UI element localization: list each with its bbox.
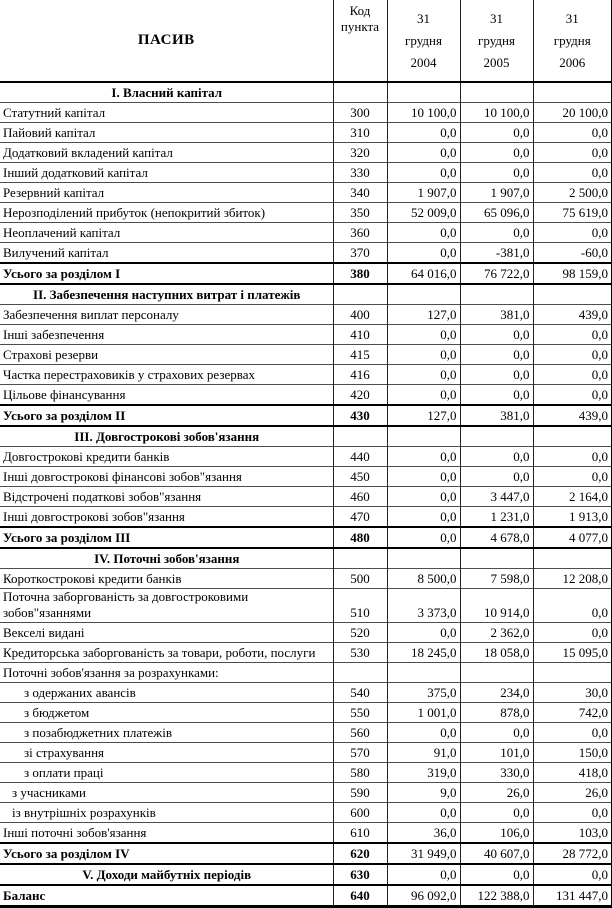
value-2006: 20 100,0 [533, 103, 612, 123]
value-2004: 319,0 [387, 763, 460, 783]
value-2005: 381,0 [460, 305, 533, 325]
row-code [333, 663, 387, 683]
table-row [0, 163, 612, 183]
row-label: Інші поточні зобов'язання [0, 823, 333, 844]
value-2004: 8 500,0 [387, 569, 460, 589]
row-label: I. Власний капітал [0, 82, 333, 103]
total-row [0, 263, 612, 284]
row-code: 415 [333, 345, 387, 365]
value-2005: 0,0 [460, 345, 533, 365]
value-2006: 98 159,0 [533, 263, 612, 284]
row-code: 520 [333, 623, 387, 643]
value-2004: 10 100,0 [387, 103, 460, 123]
value-2005: 122 388,0 [460, 885, 533, 907]
row-code [333, 284, 387, 305]
value-2006: 26,0 [533, 783, 612, 803]
value-2004: 0,0 [387, 345, 460, 365]
row-label: Резервний капітал [0, 183, 333, 203]
row-code: 310 [333, 123, 387, 143]
value-2005: 101,0 [460, 743, 533, 763]
value-2006: 0,0 [533, 365, 612, 385]
row-label: Нерозподілений прибуток (непокритий збиток) [0, 203, 333, 223]
value-2006: 15 095,0 [533, 643, 612, 663]
table-row [0, 487, 612, 507]
date-line: 2004 [410, 54, 437, 70]
value-2004 [387, 284, 460, 305]
table-row [0, 365, 612, 385]
date-line: 31 [490, 10, 503, 26]
value-2006: 0,0 [533, 467, 612, 487]
row-label: Вилучений капітал [0, 243, 333, 264]
row-label: Частка перестраховиків у страхових резервах [0, 365, 333, 385]
section-row [0, 82, 612, 103]
value-2006: 0,0 [533, 803, 612, 823]
value-2005: 0,0 [460, 163, 533, 183]
table-row [0, 305, 612, 325]
row-label: з оплати праці [0, 763, 333, 783]
date-line: грудня [405, 32, 442, 48]
value-2005: 40 607,0 [460, 843, 533, 864]
balance-row [0, 885, 612, 907]
date-column-header-2005 [460, 0, 533, 82]
row-code: 610 [333, 823, 387, 844]
value-2006: 439,0 [533, 405, 612, 426]
value-2004: 0,0 [387, 365, 460, 385]
row-label: Довгострокові кредити банків [0, 447, 333, 467]
value-2005: 0,0 [460, 723, 533, 743]
row-label: II. Забезпечення наступних витрат і платежів [0, 284, 333, 305]
table-row [0, 743, 612, 763]
row-code: 500 [333, 569, 387, 589]
row-label: Усього за розділом II [0, 405, 333, 426]
value-2006: 75 619,0 [533, 203, 612, 223]
row-label: IV. Поточні зобов'язання [0, 548, 333, 569]
date-line: 31 [565, 10, 579, 26]
value-2006 [533, 663, 612, 683]
row-label: Усього за розділом IV [0, 843, 333, 864]
value-2006: 742,0 [533, 703, 612, 723]
row-label: Інші довгострокові фінансові зобов"язання [0, 467, 333, 487]
table-row [0, 763, 612, 783]
row-label: Кредиторська заборгованість за товари, роботи, послуги [0, 643, 333, 663]
row-code: 340 [333, 183, 387, 203]
value-2004 [387, 548, 460, 569]
value-2004: 36,0 [387, 823, 460, 844]
table-row [0, 183, 612, 203]
value-2004: 0,0 [387, 325, 460, 345]
row-label: із внутрішніх розрахунків [0, 803, 333, 823]
value-2006: 0,0 [533, 623, 612, 643]
date-line: 31 [417, 10, 430, 26]
row-code: 370 [333, 243, 387, 264]
value-2004: 9,0 [387, 783, 460, 803]
value-2004: 64 016,0 [387, 263, 460, 284]
row-code: 620 [333, 843, 387, 864]
table-row [0, 123, 612, 143]
table-row [0, 223, 612, 243]
row-label: Інші забезпечення [0, 325, 333, 345]
table-row [0, 447, 612, 467]
value-2005: 0,0 [460, 447, 533, 467]
value-2006: 150,0 [533, 743, 612, 763]
value-2005: 0,0 [460, 123, 533, 143]
value-2006: 0,0 [533, 143, 612, 163]
value-2004: 0,0 [387, 467, 460, 487]
value-2006: 418,0 [533, 763, 612, 783]
row-code: 400 [333, 305, 387, 325]
section-row [0, 864, 612, 885]
table-row [0, 385, 612, 406]
row-label: Неоплачений капітал [0, 223, 333, 243]
section-row [0, 284, 612, 305]
value-2006: 4 077,0 [533, 527, 612, 548]
header-row [0, 0, 612, 82]
row-code: 440 [333, 447, 387, 467]
value-2004: 0,0 [387, 527, 460, 548]
table-row [0, 703, 612, 723]
table-header [0, 0, 612, 82]
value-2004: 31 949,0 [387, 843, 460, 864]
table-row [0, 723, 612, 743]
value-2004: 0,0 [387, 623, 460, 643]
row-code: 540 [333, 683, 387, 703]
value-2004 [387, 426, 460, 447]
row-code: 350 [333, 203, 387, 223]
value-2005: 106,0 [460, 823, 533, 844]
table-row [0, 589, 612, 623]
value-2005: 330,0 [460, 763, 533, 783]
row-code: 420 [333, 385, 387, 406]
section-row [0, 548, 612, 569]
row-label: V. Доходи майбутніх періодів [0, 864, 333, 885]
row-label: Інші довгострокові зобов"язання [0, 507, 333, 528]
value-2005: 0,0 [460, 143, 533, 163]
row-code: 640 [333, 885, 387, 907]
value-2004: 0,0 [387, 507, 460, 528]
table-row [0, 783, 612, 803]
row-label: Поточна заборгованість за довгостроковими зобов"язаннями [0, 589, 333, 623]
row-code: 630 [333, 864, 387, 885]
row-label: з одержаних авансів [0, 683, 333, 703]
row-label: з бюджетом [0, 703, 333, 723]
value-2004: 0,0 [387, 243, 460, 264]
table-row [0, 143, 612, 163]
row-label: Усього за розділом III [0, 527, 333, 548]
value-2006: 0,0 [533, 864, 612, 885]
value-2006: 2 164,0 [533, 487, 612, 507]
value-2005: 0,0 [460, 467, 533, 487]
row-code: 360 [333, 223, 387, 243]
row-label: III. Довгострокові зобов'язання [0, 426, 333, 447]
row-label: Усього за розділом I [0, 263, 333, 284]
row-code: 600 [333, 803, 387, 823]
row-label: Цільове фінансування [0, 385, 333, 406]
value-2006: 0,0 [533, 223, 612, 243]
row-code: 470 [333, 507, 387, 528]
value-2005: 10 914,0 [460, 589, 533, 623]
row-code [333, 82, 387, 103]
row-label: Додатковий вкладений капітал [0, 143, 333, 163]
value-2004 [387, 82, 460, 103]
table-row [0, 507, 612, 528]
row-code: 570 [333, 743, 387, 763]
row-code [333, 548, 387, 569]
table-row [0, 467, 612, 487]
row-label: Відстрочені податкові зобов"язання [0, 487, 333, 507]
value-2004 [387, 663, 460, 683]
row-label: з позабюджетних платежів [0, 723, 333, 743]
value-2006: 0,0 [533, 123, 612, 143]
total-row [0, 405, 612, 426]
row-label: Векселі видані [0, 623, 333, 643]
total-row [0, 527, 612, 548]
value-2006: 0,0 [533, 589, 612, 623]
table-row [0, 345, 612, 365]
value-2005: 3 447,0 [460, 487, 533, 507]
row-code: 580 [333, 763, 387, 783]
value-2005: 0,0 [460, 325, 533, 345]
table-row [0, 325, 612, 345]
value-2006 [533, 426, 612, 447]
value-2004: 1 907,0 [387, 183, 460, 203]
row-label: Страхові резерви [0, 345, 333, 365]
value-2004: 0,0 [387, 385, 460, 406]
row-code: 550 [333, 703, 387, 723]
value-2004: 0,0 [387, 803, 460, 823]
value-2004: 52 009,0 [387, 203, 460, 223]
value-2006: 0,0 [533, 163, 612, 183]
value-2006: 0,0 [533, 345, 612, 365]
row-label: зі страхування [0, 743, 333, 763]
value-2006: 439,0 [533, 305, 612, 325]
value-2004: 1 001,0 [387, 703, 460, 723]
total-row [0, 843, 612, 864]
row-label: Пайовий капітал [0, 123, 333, 143]
table-row [0, 569, 612, 589]
value-2005: 76 722,0 [460, 263, 533, 284]
value-2005 [460, 548, 533, 569]
row-code: 416 [333, 365, 387, 385]
row-code: 410 [333, 325, 387, 345]
row-code: 590 [333, 783, 387, 803]
value-2005 [460, 663, 533, 683]
value-2004: 0,0 [387, 223, 460, 243]
value-2005: 0,0 [460, 365, 533, 385]
row-label: Баланс [0, 885, 333, 907]
value-2004: 0,0 [387, 447, 460, 467]
date-line: 2006 [559, 54, 586, 70]
value-2004: 127,0 [387, 305, 460, 325]
value-2005: 18 058,0 [460, 643, 533, 663]
value-2005 [460, 82, 533, 103]
section-row [0, 426, 612, 447]
value-2004: 127,0 [387, 405, 460, 426]
value-2004: 91,0 [387, 743, 460, 763]
table-title: ПАСИВ [0, 0, 333, 82]
value-2005: 2 362,0 [460, 623, 533, 643]
table-row [0, 243, 612, 264]
row-label: Інший додатковий капітал [0, 163, 333, 183]
value-2005: 0,0 [460, 864, 533, 885]
row-code: 530 [333, 643, 387, 663]
value-2005: 26,0 [460, 783, 533, 803]
value-2004: 0,0 [387, 723, 460, 743]
table-row [0, 643, 612, 663]
value-2004: 18 245,0 [387, 643, 460, 663]
table-row [0, 683, 612, 703]
value-2005: 1 907,0 [460, 183, 533, 203]
value-2005: 234,0 [460, 683, 533, 703]
value-2006: 2 500,0 [533, 183, 612, 203]
value-2005: 10 100,0 [460, 103, 533, 123]
code-column-header: Код пункта [333, 0, 387, 82]
value-2004: 0,0 [387, 163, 460, 183]
date-column-header-2004 [387, 0, 460, 82]
value-2006: 28 772,0 [533, 843, 612, 864]
value-2006: 12 208,0 [533, 569, 612, 589]
row-code: 480 [333, 527, 387, 548]
value-2005: 7 598,0 [460, 569, 533, 589]
row-code: 300 [333, 103, 387, 123]
date-line: грудня [553, 32, 591, 48]
value-2004: 3 373,0 [387, 589, 460, 623]
table-row [0, 623, 612, 643]
table-row [0, 103, 612, 123]
value-2005: -381,0 [460, 243, 533, 264]
value-2004: 0,0 [387, 864, 460, 885]
value-2006: 0,0 [533, 385, 612, 406]
value-2006: 1 913,0 [533, 507, 612, 528]
row-code: 320 [333, 143, 387, 163]
row-label: Забезпечення виплат персоналу [0, 305, 333, 325]
value-2004: 375,0 [387, 683, 460, 703]
value-2004: 0,0 [387, 143, 460, 163]
row-label: Короткострокові кредити банків [0, 569, 333, 589]
value-2006: -60,0 [533, 243, 612, 264]
value-2004: 0,0 [387, 123, 460, 143]
value-2006: 0,0 [533, 723, 612, 743]
table-row [0, 203, 612, 223]
table-row [0, 663, 612, 683]
date-line: 2005 [483, 54, 510, 70]
value-2005: 1 231,0 [460, 507, 533, 528]
value-2005: 0,0 [460, 803, 533, 823]
row-code: 450 [333, 467, 387, 487]
date-column-header-2006 [533, 0, 612, 82]
value-2005: 381,0 [460, 405, 533, 426]
value-2006: 30,0 [533, 683, 612, 703]
value-2006 [533, 284, 612, 305]
table-row [0, 823, 612, 844]
value-2004: 0,0 [387, 487, 460, 507]
table-row [0, 803, 612, 823]
value-2005: 878,0 [460, 703, 533, 723]
row-code [333, 426, 387, 447]
value-2006: 103,0 [533, 823, 612, 844]
row-label: Поточні зобов'язання за розрахунками: [0, 663, 333, 683]
value-2006: 0,0 [533, 325, 612, 345]
value-2005: 0,0 [460, 385, 533, 406]
row-code: 510 [333, 589, 387, 623]
value-2006: 131 447,0 [533, 885, 612, 907]
row-label: з учасниками [0, 783, 333, 803]
row-label: Статутний капітал [0, 103, 333, 123]
table-body [0, 82, 612, 907]
value-2005: 4 678,0 [460, 527, 533, 548]
row-code: 330 [333, 163, 387, 183]
value-2005 [460, 426, 533, 447]
row-code: 560 [333, 723, 387, 743]
value-2006 [533, 82, 612, 103]
value-2005: 0,0 [460, 223, 533, 243]
date-line: грудня [478, 32, 515, 48]
value-2006: 0,0 [533, 447, 612, 467]
value-2006 [533, 548, 612, 569]
value-2005: 65 096,0 [460, 203, 533, 223]
value-2005 [460, 284, 533, 305]
row-code: 430 [333, 405, 387, 426]
row-code: 380 [333, 263, 387, 284]
row-code: 460 [333, 487, 387, 507]
value-2004: 96 092,0 [387, 885, 460, 907]
